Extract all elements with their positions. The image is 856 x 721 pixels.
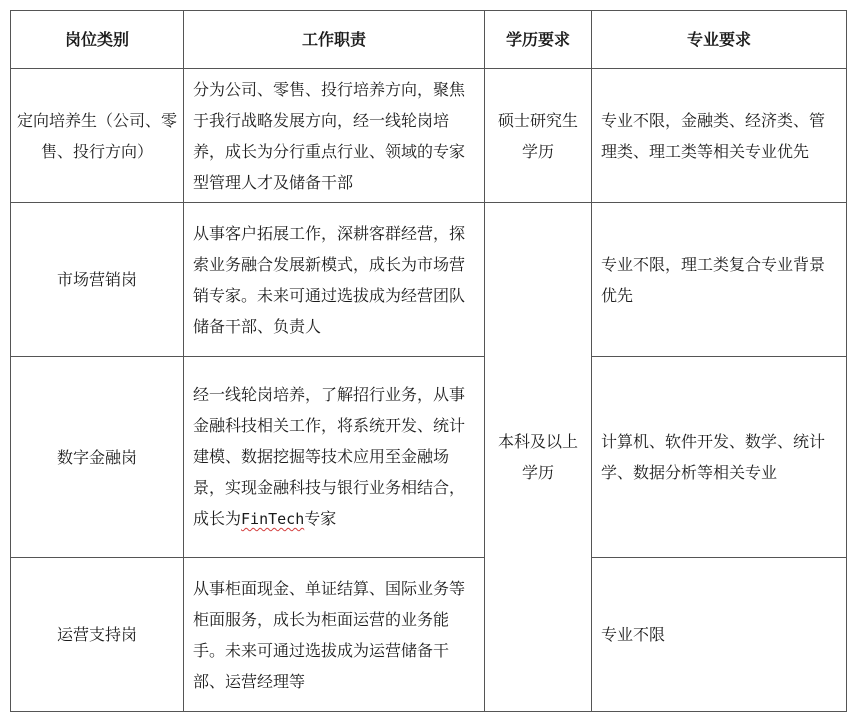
cell-duty: 分为公司、零售、投行培养方向，聚焦于我行战略发展方向，经一线轮岗培养，成长为分行重点行业、领域的专家型管理人才及储备干部 (184, 69, 485, 203)
cell-education-shared: 本科及以上学历 (485, 203, 592, 712)
cell-major: 专业不限，理工类复合专业背景优先 (592, 203, 847, 357)
recruitment-table (10, 10, 847, 712)
cell-category: 运营支持岗 (11, 558, 184, 712)
cell-major: 计算机、软件开发、数学、统计学、数据分析等相关专业 (592, 357, 847, 558)
cell-major: 专业不限 (592, 558, 847, 712)
table-row (11, 203, 847, 357)
cell-category: 市场营销岗 (11, 203, 184, 357)
cell-duty: 从事柜面现金、单证结算、国际业务等柜面服务，成长为柜面运营的业务能手。未来可通过选拔成为运营储备干部、运营经理等 (184, 558, 485, 712)
header-education: 学历要求 (485, 11, 592, 69)
header-row (11, 11, 847, 69)
table-row (11, 69, 847, 203)
header-category: 岗位类别 (11, 11, 184, 69)
spellcheck-term: FinTech (241, 510, 305, 528)
cell-duty: 从事客户拓展工作，深耕客群经营，探索业务融合发展新模式，成长为市场营销专家。未来可通过选拔成为经营团队储备干部、负责人 (184, 203, 485, 357)
cell-duty (184, 357, 485, 558)
table-row (11, 558, 847, 712)
cell-major: 专业不限，金融类、经济类、管理类、理工类等相关专业优先 (592, 69, 847, 203)
header-duty: 工作职责 (184, 11, 485, 69)
cell-category: 数字金融岗 (11, 357, 184, 558)
cell-category: 定向培养生（公司、零售、投行方向） (11, 69, 184, 203)
header-major: 专业要求 (592, 11, 847, 69)
duty-text: 专家 (304, 509, 337, 528)
cell-education: 硕士研究生学历 (485, 69, 592, 203)
duty-text: 经一线轮岗培养，了解招行业务，从事金融科技相关工作，将系统开发、统计建模、数据挖掘等技术应用至金融场景，实现金融科技与银行业务相结合，成长为 (193, 385, 466, 528)
table-row (11, 357, 847, 558)
